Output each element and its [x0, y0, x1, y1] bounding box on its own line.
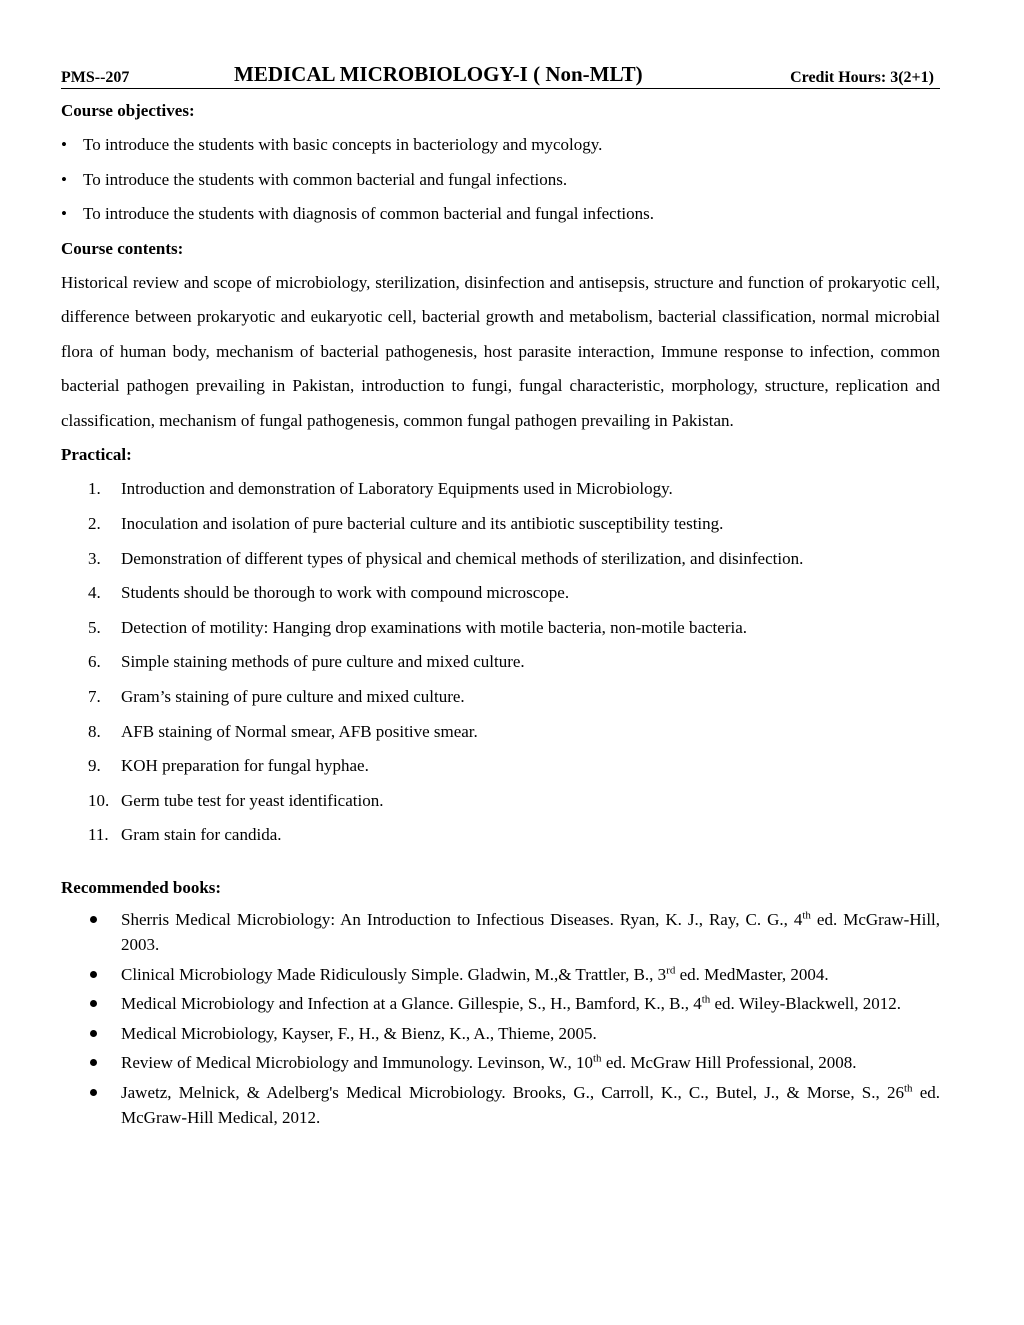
bullet-icon: •	[61, 135, 67, 154]
item-number: 7.	[88, 687, 101, 707]
objectives-list	[61, 128, 940, 232]
books-heading: Recommended books:	[61, 878, 222, 897]
item-number: 3.	[88, 548, 101, 568]
credit-hours: Credit Hours: 3(2+1)	[790, 69, 934, 86]
list-item: 10. Germ tube test for yeast identification.	[61, 784, 940, 819]
course-header	[61, 58, 940, 89]
list-item: 8. AFB staining of Normal smear, AFB positive smear.	[61, 715, 940, 750]
list-item: Sherris Medical Microbiology: An Introduction to Infectious Diseases. Ryan, K. J., Ray, C. G., 4th ed. McGraw-Hill, 2003.	[61, 907, 940, 957]
list-item: 3. Demonstration of different types of physical and chemical methods of sterilization, and disinfection.	[61, 542, 940, 577]
item-number: 2.	[88, 514, 101, 534]
list-item: 5. Detection of motility: Hanging drop examinations with motile bacteria, non-motile bacteria.	[61, 611, 940, 646]
list-item: Medical Microbiology and Infection at a Glance. Gillespie, S., H., Bamford, K., B., 4th ed. Wiley-Blackwell, 2012.	[61, 991, 940, 1016]
bullet-icon	[90, 1089, 97, 1096]
item-number: 11.	[88, 825, 109, 845]
item-number: 9.	[88, 756, 101, 776]
list-item: Medical Microbiology, Kayser, F., H., & Bienz, K., A., Thieme, 2005.	[61, 1021, 940, 1046]
bullet-icon	[90, 1059, 97, 1066]
list-item: 7. Gram’s staining of pure culture and mixed culture.	[61, 680, 940, 715]
bullet-icon	[90, 1000, 97, 1007]
bullet-icon	[90, 916, 97, 923]
list-item: 6. Simple staining methods of pure culture and mixed culture.	[61, 645, 940, 680]
contents-heading: Course contents:	[61, 238, 184, 258]
list-item: 9. KOH preparation for fungal hyphae.	[61, 749, 940, 784]
practical-heading: Practical:	[61, 445, 132, 465]
course-title: MEDICAL MICROBIOLOGY-I ( Non-MLT)	[234, 62, 643, 86]
list-item: Review of Medical Microbiology and Immunology. Levinson, W., 10th ed. McGraw Hill Professional, 2008.	[61, 1050, 940, 1075]
item-number: 4.	[88, 583, 101, 603]
list-item: • To introduce the students with diagnosis of common bacterial and fungal infections.	[61, 197, 940, 232]
item-number: 10.	[88, 790, 110, 810]
contents-paragraph: Historical review and scope of microbiology, sterilization, disinfection and antisepsis, structure and function of prokaryotic cell, difference between prokaryotic and eukaryotic cell, bacterial growth and metabolism, bacterial classification, normal microbial flora of human body, mechanism of bacterial pathogenesis, host parasite interaction, Immune response to infection, common bacterial pathogen prevailing in Pakistan, introduction to fungi, fungal characteristic, morphology, structure, replication and classification, mechanism of fungal pathogenesis, common fungal pathogen prevailing in Pakistan.	[61, 272, 940, 430]
list-item: 2. Inoculation and isolation of pure bacterial culture and its antibiotic susceptibility testing.	[61, 507, 940, 542]
list-item: • To introduce the students with common bacterial and fungal infections.	[61, 163, 940, 198]
list-item: Clinical Microbiology Made Ridiculously Simple. Gladwin, M.,& Trattler, B., 3rd ed. MedMaster, 2004.	[61, 962, 940, 987]
list-item: • To introduce the students with basic concepts in bacteriology and mycology.	[61, 128, 940, 163]
list-item: 4. Students should be thorough to work with compound microscope.	[61, 576, 940, 611]
item-number: 5.	[88, 617, 101, 637]
bullet-icon: •	[61, 204, 67, 223]
course-code: PMS--207	[61, 69, 130, 86]
syllabus-page	[61, 58, 940, 1134]
bullet-icon: •	[61, 169, 67, 189]
list-item: 1. Introduction and demonstration of Laboratory Equipments used in Microbiology.	[61, 472, 940, 507]
books-list	[61, 907, 940, 1130]
objectives-heading: Course objectives:	[61, 101, 195, 120]
item-number: 6.	[88, 652, 101, 672]
bullet-icon	[90, 971, 97, 978]
bullet-icon	[90, 1030, 97, 1037]
practical-list	[61, 472, 940, 853]
item-number: 8.	[88, 721, 101, 741]
list-item: Jawetz, Melnick, & Adelberg's Medical Microbiology. Brooks, G., Carroll, K., C., Butel, J., & Morse, S., 26th ed. McGraw-Hill Medical, 2012.	[61, 1080, 940, 1130]
list-item: 11. Gram stain for candida.	[61, 818, 940, 853]
item-number: 1.	[88, 479, 101, 499]
